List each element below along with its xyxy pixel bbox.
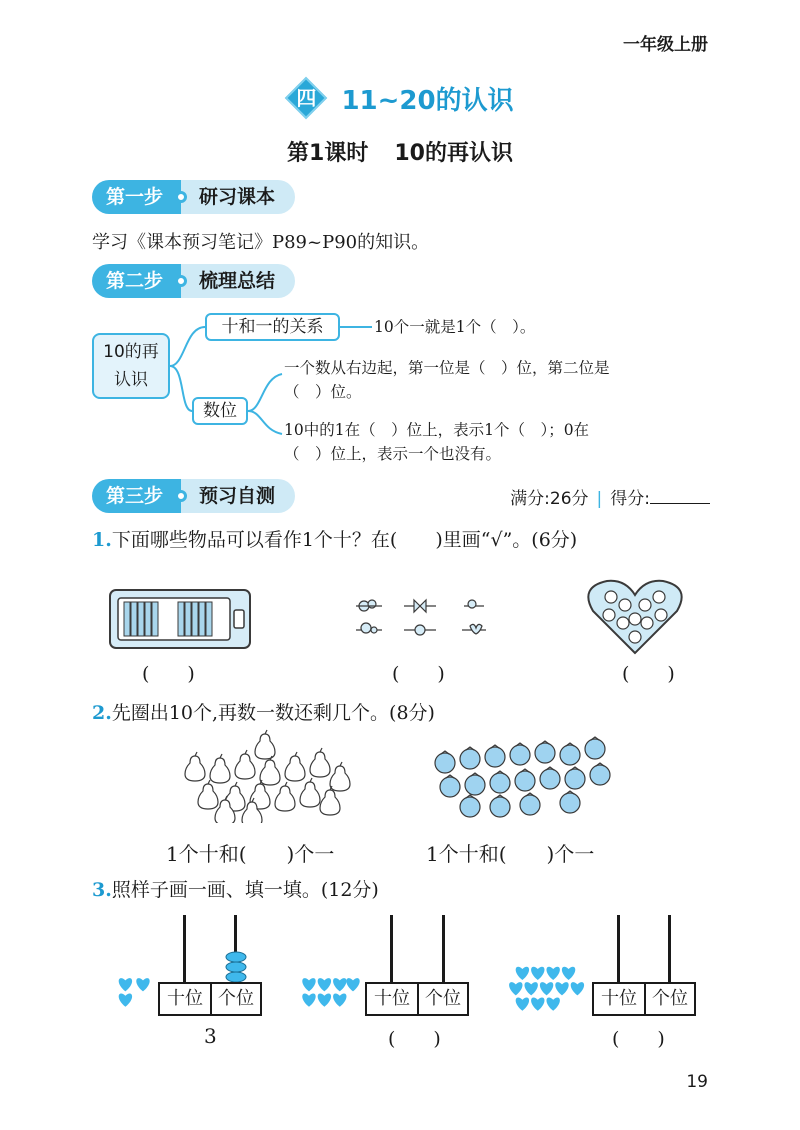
ones-rod: [668, 915, 671, 983]
question-2-number: 2.: [92, 702, 112, 724]
lesson-title: [0, 136, 800, 167]
lesson-number: 第1课时: [287, 141, 369, 166]
step-2-name: 梳理总结: [181, 264, 295, 298]
tens-label: 十位: [374, 988, 410, 1009]
pears-image: [180, 728, 360, 823]
mindmap-place-text-a2: （ ）位。: [284, 383, 362, 401]
study-text: 学习《课本预习笔记》P89~P90的知识。: [92, 232, 430, 253]
step-1-header: [92, 180, 295, 214]
score-divider: |: [596, 489, 603, 509]
place-value-chart-1: [158, 982, 262, 1016]
q1-answer-1[interactable]: ( ): [142, 663, 195, 685]
tens-rod: [390, 915, 393, 983]
question-3-number: 3.: [92, 879, 112, 901]
mindmap-node-relation: 十和一的关系: [205, 313, 340, 341]
dot-icon: [175, 275, 187, 287]
lesson-name: 10的再认识: [394, 141, 513, 166]
unit-title-text: 11~20的认识: [341, 85, 514, 116]
tomatoes-image: [430, 735, 620, 820]
q2-right-answer[interactable]: 1个十和( )个一: [426, 842, 595, 866]
step-1-name: 研习课本: [181, 180, 295, 214]
mindmap-place-text-b2: （ ）位上，表示一个也没有。: [284, 445, 502, 463]
grade-label: 一年级上册: [623, 35, 708, 55]
question-2: [92, 698, 435, 725]
hearts-group-3: [507, 958, 587, 1022]
hair-clips-image: [352, 594, 492, 642]
score-box: [510, 484, 710, 509]
step-1-tag: 第一步: [92, 180, 181, 214]
mindmap-place-text-b1: 10中的1在（ ）位上，表示1个（ ）；0在: [284, 421, 590, 439]
tens-label: 十位: [601, 988, 637, 1009]
step-3-tag: 第三步: [92, 479, 181, 513]
hearts-group-2: [298, 965, 360, 1013]
q1-answer-3[interactable]: ( ): [622, 663, 675, 685]
ones-label: 个位: [210, 984, 260, 1014]
q3-answer-3[interactable]: ( ): [612, 1028, 665, 1050]
beads-icon: [224, 950, 248, 984]
question-1: [92, 525, 577, 552]
unit-badge-text: 四: [296, 86, 317, 110]
question-3: [92, 875, 379, 902]
step-2-header: [92, 264, 295, 298]
hearts-group-1: [110, 965, 160, 1015]
place-value-chart-2: [365, 982, 469, 1016]
question-3-text: 照样子画一画、填一填。(12分): [111, 879, 379, 901]
score-blank[interactable]: [650, 488, 710, 504]
tens-rod: [183, 915, 186, 983]
example-answer: 3: [204, 1024, 217, 1048]
question-2-text: 先圈出10个,再数一数还剩几个。(8分): [111, 702, 435, 724]
mindmap-place-text-a1: 一个数从右边起，第一位是（ ）位，第二位是: [284, 359, 610, 377]
unit-badge: [286, 78, 326, 118]
mindmap-node-relation-text: 10个一就是1个（ ）。: [374, 318, 536, 336]
step-3-name: 预习自测: [181, 479, 295, 513]
q3-answer-2[interactable]: ( ): [388, 1028, 441, 1050]
step-3-header: [92, 479, 295, 513]
chocolate-box-image: [585, 575, 685, 657]
dot-icon: [175, 191, 187, 203]
q1-answer-2[interactable]: ( ): [392, 663, 445, 685]
tens-label: 十位: [167, 988, 203, 1009]
mindmap-root-line2: 认识: [114, 370, 148, 390]
page-number: 19: [686, 1072, 708, 1092]
unit-title: [0, 78, 800, 118]
got-score-label: 得分:: [610, 489, 650, 509]
dot-icon: [175, 490, 187, 502]
ones-rod: [442, 915, 445, 983]
question-1-text: 下面哪些物品可以看作1个十？在( )里画“√”。(6分): [111, 529, 578, 551]
ones-label: 个位: [417, 984, 467, 1014]
question-1-number: 1.: [92, 529, 112, 551]
mindmap-root: [92, 333, 170, 399]
straw-bundle-image: [108, 588, 253, 650]
mindmap-root-line1: 10的再: [103, 342, 159, 362]
ones-label: 个位: [644, 984, 694, 1014]
full-score: 满分:26分: [510, 489, 589, 509]
q2-left-answer[interactable]: 1个十和( )个一: [166, 842, 335, 866]
tens-rod: [617, 915, 620, 983]
place-value-chart-3: [592, 982, 696, 1016]
mindmap-node-place: 数位: [192, 397, 248, 425]
step-2-tag: 第二步: [92, 264, 181, 298]
